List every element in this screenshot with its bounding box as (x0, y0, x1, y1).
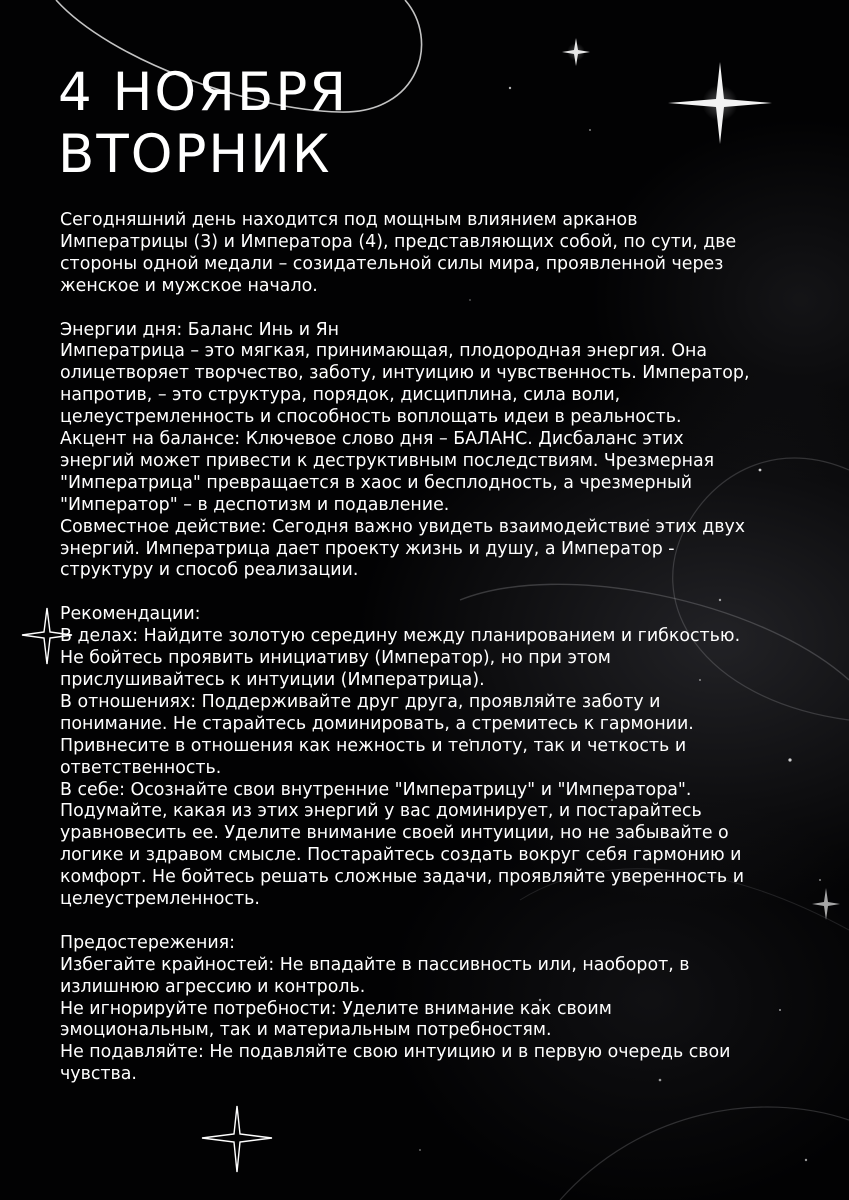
text-line: прислушивайтесь к интуиции (Императрица). (60, 670, 485, 690)
text-line: Совместное действие: Сегодня важно увидеть взаимодействие этих двух (60, 516, 746, 537)
recommendations-section (60, 604, 805, 911)
text-line: комфорт. Не бойтесь решать сложные задачи, проявляйте уверенность и (60, 867, 745, 888)
text-line: женское и мужское начало. (60, 275, 318, 296)
text-line: логике и здравом смысле. Постарайтесь создать вокруг себя гармонию и (60, 845, 742, 866)
page-title (58, 62, 348, 186)
text-line: олицетворяет творчество, заботу, интуицию и чувственность. Император, (60, 363, 750, 384)
text-line: Подумайте, какая из этих энергий у вас доминирует, и постарайтесь (60, 801, 702, 822)
text-line: целеустремленность и способность воплощать идеи в реальность. (60, 407, 682, 428)
text-line: Не подавляйте: Не подавляйте свою интуицию и в первую очередь свои (60, 1042, 731, 1063)
text-line: энергий может привести к деструктивным последствиям. Чрезмерная (60, 450, 715, 471)
section-heading: Энергии дня: Баланс Инь и Ян (60, 319, 340, 340)
text-line: излишнюю агрессию и контроль. (60, 976, 366, 997)
text-line: Императрица – это мягкая, принимающая, плодородная энергия. Она (60, 341, 708, 362)
warnings-section (60, 933, 805, 1086)
text-line: чувства. (60, 1064, 137, 1085)
text-line: Не бойтесь проявить инициативу (Император), но при этом (60, 648, 611, 669)
text-line: В себе: Осознайте свои внутренние "Императрицу" и "Императора". (60, 779, 692, 800)
text-line: Привнесите в отношения как нежность и теплоту, так и четкость и (60, 735, 687, 756)
text-line: Сегодняшний день находится под мощным влиянием арканов (60, 210, 638, 230)
four-point-star-icon (202, 1106, 272, 1172)
text-line: "Императрица" превращается в хаос и бесплодность, а чрезмерный (60, 472, 692, 493)
section-heading: Предостережения: (60, 932, 235, 953)
section-heading: Рекомендации: (60, 604, 201, 625)
title-weekday: ВТОРНИК (58, 124, 332, 185)
text-line: напротив, – это структура, порядок, дисциплина, сила воли, (60, 385, 621, 406)
text-line: Императрицы (3) и Императора (4), представляющих собой, по сути, две (60, 231, 737, 252)
four-point-star-icon (562, 38, 590, 66)
text-line: уравновесить ее. Уделите внимание своей интуиции, но не забывайте о (60, 823, 729, 844)
title-date: 4 НОЯБРЯ (58, 62, 349, 123)
text-line: В отношениях: Поддерживайте друг друга, проявляйте заботу и (60, 691, 661, 712)
text-line: Избегайте крайностей: Не впадайте в пассивность или, наоборот, в (60, 954, 690, 975)
text-line: Акцент на балансе: Ключевое слово дня – БАЛАНС. Дисбаланс этих (60, 429, 684, 450)
text-line: Не игнорируйте потребности: Уделите внимание как своим (60, 998, 612, 1019)
energies-section (60, 320, 805, 583)
text-line: понимание. Не старайтесь доминировать, а стремитесь к гармонии. (60, 713, 694, 734)
text-line: стороны одной медали – созидательной силы мира, проявленной через (60, 253, 724, 274)
paragraph-gap (60, 911, 805, 933)
orbit-arc-bottom (560, 1107, 849, 1200)
four-point-star-icon (668, 62, 772, 144)
text-line: ответственность. (60, 757, 222, 778)
horoscope-text (60, 210, 805, 1086)
paragraph-gap (60, 298, 805, 320)
text-line: "Император" – в деспотизм и подавление. (60, 494, 450, 515)
paragraph-gap (60, 582, 805, 604)
text-line: эмоциональным, так и материальным потребностям. (60, 1020, 552, 1041)
text-line: энергий. Императрица дает проекту жизнь и душу, а Император - (60, 538, 675, 559)
intro-section (60, 210, 805, 298)
text-line: структуру и способ реализации. (60, 560, 359, 581)
four-point-star-icon (812, 888, 840, 920)
text-line: В делах: Найдите золотую середину между планированием и гибкостью. (60, 626, 741, 647)
text-line: целеустремленность. (60, 889, 260, 910)
